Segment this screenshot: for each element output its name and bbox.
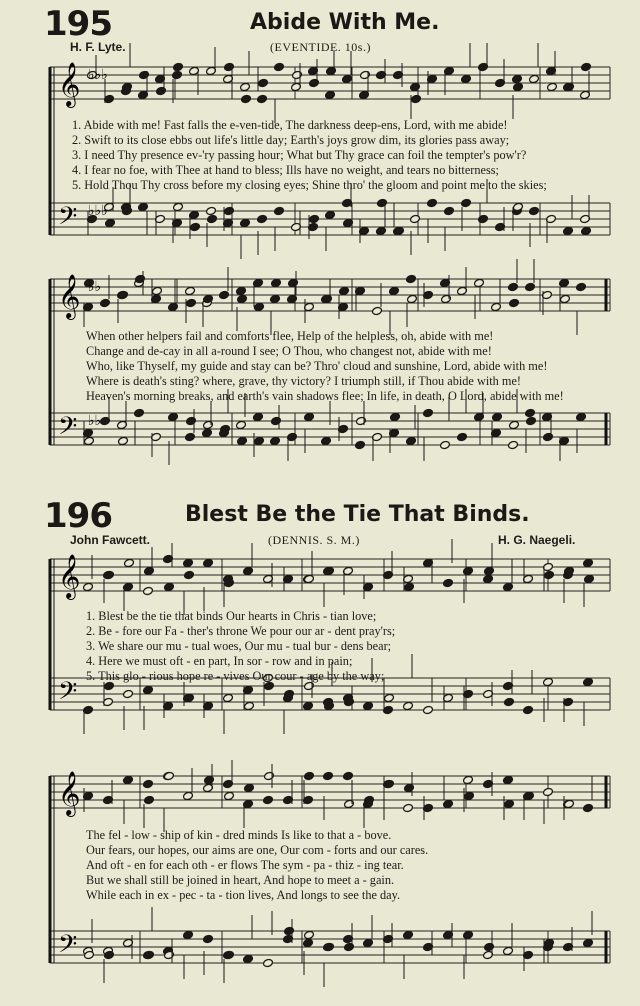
notehead [173,62,184,71]
notehead [124,558,135,567]
notehead [236,286,247,295]
lyric-line: When other helpers fail and comforts flee, Help of the helpless, oh, abide with me! [86,329,494,343]
notehead [254,436,265,445]
notehead [544,570,555,579]
notehead [185,286,196,295]
notehead [583,938,594,947]
notehead [325,90,336,99]
notehead [185,432,196,441]
notehead [526,416,537,425]
notehead [377,198,388,207]
notehead [523,705,534,714]
notehead [564,82,575,91]
notehead [423,408,434,417]
notehead [236,420,247,429]
notehead [118,290,129,299]
notehead [168,412,179,421]
notehead [581,62,592,71]
notehead [324,566,335,575]
notehead [257,214,268,223]
notehead [512,74,523,83]
notehead [240,82,251,91]
notehead [464,791,475,800]
lyric-line: 2. Be - fore our Fa - ther's throne We pour our ar - dent pray'rs; [86,624,396,638]
notehead [164,771,175,780]
notehead [292,70,303,79]
notehead [183,558,194,567]
notehead [190,222,201,231]
notehead [105,218,116,227]
lyric-line: The fel - low - ship of kin - dred minds Is like to that a - bove. [86,828,392,842]
notehead [323,771,334,780]
notehead [583,803,594,812]
notehead [543,432,554,441]
lyric-line: Heaven's morning breaks, and earth's vain shadows flee; In life, in death, O Lord, abide with me! [86,389,564,403]
notehead [384,693,395,702]
notehead [403,803,414,812]
lyric-line: Who, like Thyself, my guide and stay can be? Thro' cloud and sunshine, Lord, abide with me! [86,359,548,373]
notehead [321,436,332,445]
notehead [356,416,367,425]
notehead [563,226,574,235]
notehead [441,294,452,303]
notehead [304,574,315,583]
notehead [139,70,150,79]
notehead [206,206,217,215]
notehead [168,302,179,311]
notehead [144,566,155,575]
lyric-line: 2. Swift to its close ebbs out life's little day; Earth's joys grow dim, its glories pass away; [72,133,510,147]
notehead [389,286,400,295]
notehead [394,226,405,235]
notehead [509,420,520,429]
notehead [404,582,415,591]
notehead [224,62,235,71]
notehead [406,436,417,445]
notehead [173,202,184,211]
notehead [524,791,535,800]
notehead [339,286,350,295]
notehead [547,82,558,91]
notehead [138,202,149,211]
notehead [372,306,383,315]
notehead [143,779,154,788]
bass-clef: 𝄢 [58,930,78,965]
notehead [134,408,145,417]
notehead [144,795,155,804]
lyric-line: While each in ex - pec - ta - tion lives, And longs to see the day. [86,888,401,902]
notehead [508,440,519,449]
notehead [164,582,175,591]
lyric-line: But we shall still be joined in heart, And hope to meet a - gain. [86,873,395,887]
notehead [461,198,472,207]
notehead [564,799,575,808]
lyric-line: Change and de-cay in all a-round I see; O Thou, who changest not, abide with me! [86,344,492,358]
notehead [284,926,295,935]
notehead [344,942,355,951]
notehead [288,278,299,287]
hymn-number: 195 [44,4,112,44]
notehead [143,586,154,595]
notehead [263,795,274,804]
notehead [183,930,194,939]
notehead [326,66,337,75]
notehead [257,94,268,103]
notehead [363,701,374,710]
notehead [287,294,298,303]
notehead [274,62,285,71]
notehead [360,70,371,79]
notehead [509,298,520,307]
notehead [186,298,197,307]
notehead [219,290,230,299]
notehead [304,930,315,939]
notehead [207,214,218,223]
notehead [508,282,519,291]
notehead [492,412,503,421]
notehead [243,566,254,575]
notehead [270,294,281,303]
notehead [152,286,163,295]
tune-name: (DENNIS. S. M.) [268,533,360,547]
notehead [224,950,235,959]
notehead [461,74,472,83]
notehead [203,558,214,567]
lyricist: H. F. Lyte. [70,40,126,54]
notehead [100,298,111,307]
notehead [186,416,197,425]
notehead [363,938,374,947]
notehead [144,950,155,959]
composer: H. G. Naegeli. [498,533,576,547]
notehead [258,78,269,87]
notehead [84,436,95,445]
notehead [143,685,154,694]
lyric-line: Our fears, our hopes, our aims are one, Our com - forts and our cares. [86,843,429,857]
notehead [240,218,251,227]
lyric-line: 3. I need Thy presence ev-'ry passing hour; What but Thy grace can foil the tempter's pow'r? [72,148,527,162]
notehead [503,582,514,591]
notehead [376,226,387,235]
key-signature: ♭♭♭ [88,203,108,219]
notehead [407,294,418,303]
notehead [271,278,282,287]
notehead [529,74,540,83]
notehead [224,791,235,800]
notehead [525,408,536,417]
notehead [156,86,167,95]
notehead [223,693,234,702]
notehead [184,570,195,579]
notehead [183,791,194,800]
notehead [204,775,215,784]
notehead [303,938,314,947]
notehead [271,416,282,425]
notehead [474,278,485,287]
notehead [270,436,281,445]
notehead [411,94,422,103]
notehead [243,954,254,963]
notehead [457,432,468,441]
lyric-line: 5. Hold Thou Thy cross before my closing eyes; Shine thro' the gloom and point me to the skies; [72,178,547,192]
lyric-line: 1. Abide with me! Fast falls the e-ven-tide, The darkness deep-ens, Lord, with me abide! [72,118,508,132]
notehead [443,799,454,808]
notehead [244,783,255,792]
notehead [529,206,540,215]
notehead [560,294,571,303]
lyricist: John Fawcett. [70,533,151,547]
treble-clef: 𝄞 [58,771,81,815]
notehead [123,689,134,698]
notehead [403,930,414,939]
notehead [325,210,336,219]
notehead [491,302,502,311]
notehead [184,693,195,702]
notehead [83,582,94,591]
notehead [237,436,248,445]
notehead [525,282,536,291]
notehead [304,412,315,421]
notehead [559,278,570,287]
lyric-line: 3. We share our mu - tual woes, Our mu - tual bur - dens bear; [86,639,392,653]
notehead [244,701,255,710]
notehead [504,799,515,808]
notehead [404,783,415,792]
notehead [463,566,474,575]
notehead [443,578,454,587]
notehead [203,934,214,943]
notehead [324,942,335,951]
notehead [483,574,494,583]
bass-clef: 𝄢 [58,412,78,447]
bass-clef: 𝄢 [58,202,78,237]
lyric-line: 5. This glo - rious hope re - vives Our cour - age by the way; [86,669,385,683]
treble-clef: 𝄞 [58,62,81,106]
notehead [427,198,438,207]
notehead [576,412,587,421]
notehead [303,701,314,710]
notehead [503,775,514,784]
notehead [444,206,455,215]
notehead [484,566,495,575]
notehead [104,570,115,579]
hymn-number: 196 [44,496,112,536]
notehead [410,82,421,91]
key-signature: ♭♭ [88,413,102,429]
notehead [322,294,333,303]
notehead [410,214,421,223]
notehead [224,206,235,215]
notehead [543,787,554,796]
notehead [576,282,587,291]
notehead [390,412,401,421]
notehead [403,701,414,710]
hymn-title: Blest Be the Tie That Binds. [185,502,530,527]
notehead [503,946,514,955]
treble-clef: 𝄞 [58,274,81,318]
notehead [463,775,474,784]
notehead [581,226,592,235]
key-signature: ♭♭ [88,279,102,295]
notehead [543,677,554,686]
notehead [118,436,129,445]
notehead [203,420,214,429]
lyric-line: 4. I fear no foe, with Thee at hand to bless; Ills have no weight, and tears no bitterness; [72,163,499,177]
tune-name: (EVENTIDE. 10s.) [270,40,371,54]
notehead [172,70,183,79]
key-signature: ♭♭♭ [88,67,108,83]
treble-clef: 𝄞 [58,554,81,598]
notehead [202,428,213,437]
notehead [309,78,320,87]
notehead [355,440,366,449]
notehead [274,206,285,215]
notehead [583,558,594,567]
lyric-line: And oft - en for each oth - er flows The sym - pa - thiz - ing tear. [86,858,404,872]
notehead [309,214,320,223]
notehead [584,574,595,583]
notehead [504,697,515,706]
notehead [344,799,355,808]
notehead [384,779,395,788]
notehead [264,771,275,780]
notehead [463,930,474,939]
bass-clef: 𝄢 [58,677,78,712]
notehead [123,775,134,784]
notehead [484,942,495,951]
lyric-line: Where is death's sting? where, grave, thy victory? I triumph still, if Thou abide with me! [86,374,521,388]
lyric-line: 1. Blest be the tie that binds Our hearts in Chris - tian love; [86,609,377,623]
notehead [406,274,417,283]
notehead [478,214,489,223]
notehead [343,771,354,780]
notehead [241,94,252,103]
notehead [423,705,434,714]
hymn-title: Abide With Me. [250,10,440,35]
notehead [513,82,524,91]
notehead [263,958,274,967]
notehead [342,74,353,83]
notehead [237,294,248,303]
notehead [253,412,264,421]
notehead [304,771,315,780]
lyric-line: 4. Here we must oft - en part, In sor - row and in pain; [86,654,353,668]
notehead [254,302,265,311]
notehead [440,440,451,449]
notehead [583,677,594,686]
